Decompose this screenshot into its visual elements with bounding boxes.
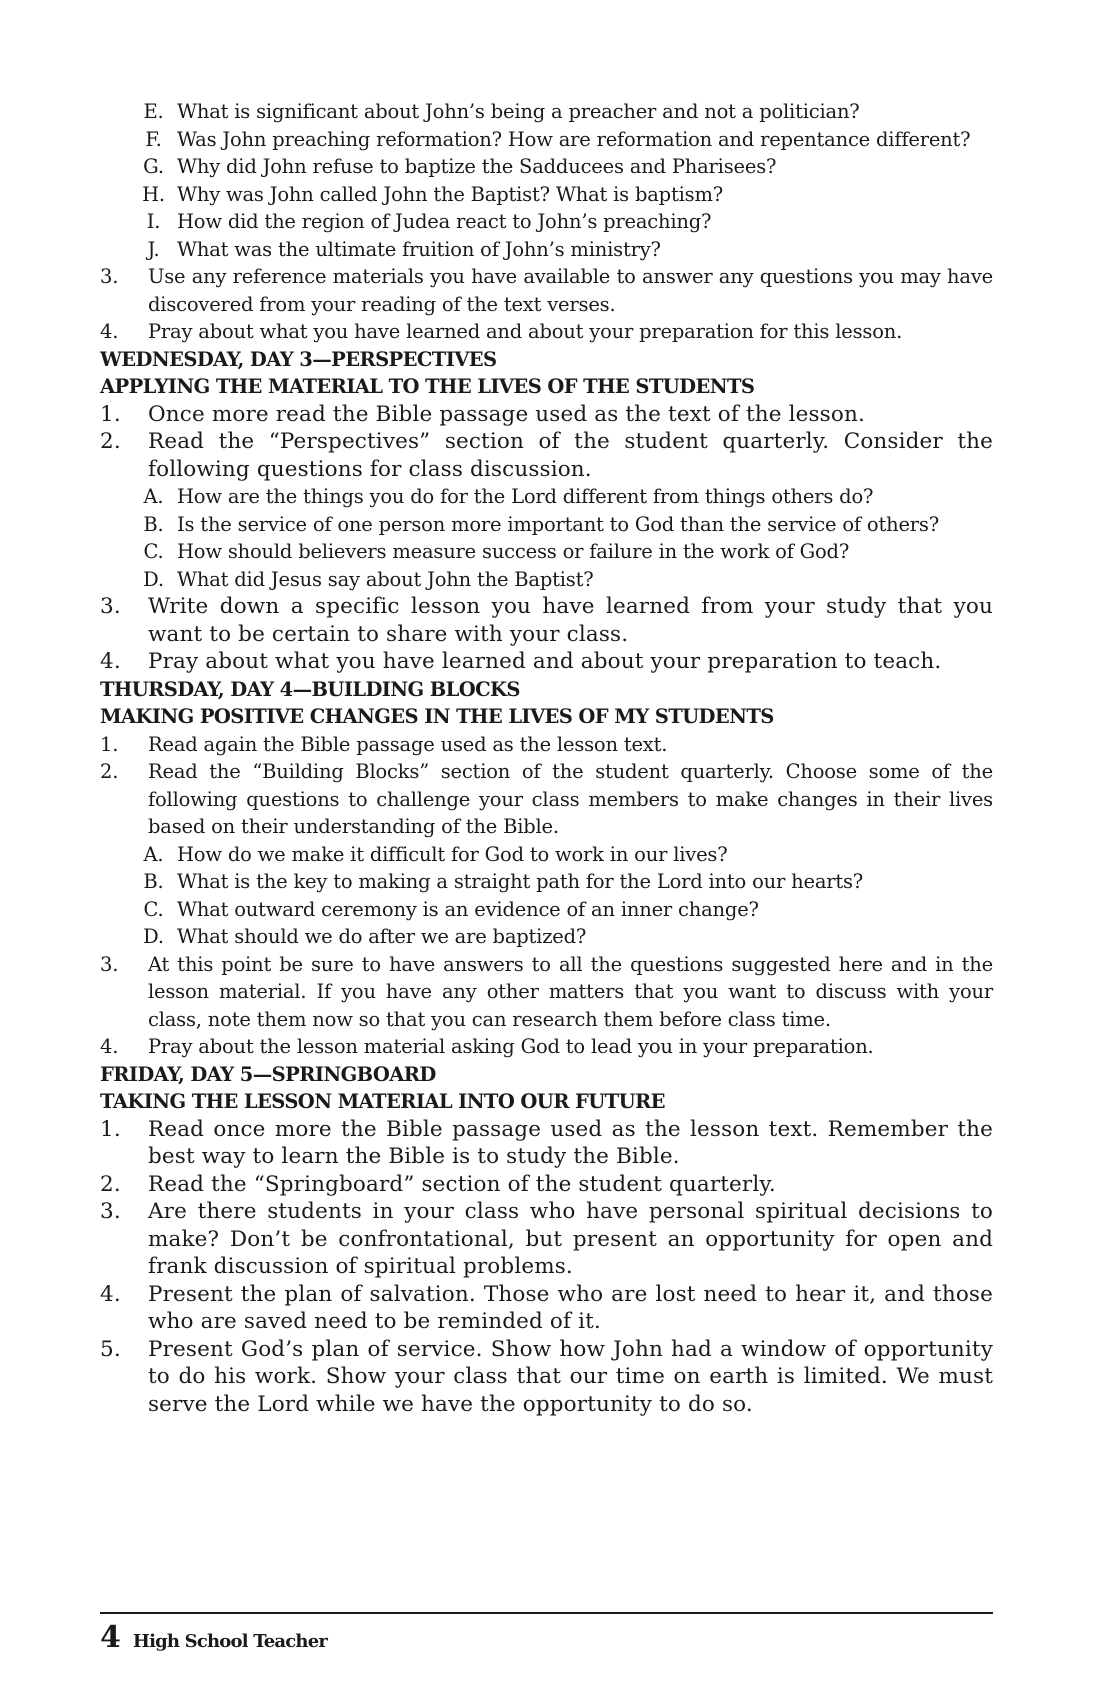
section-subheading: MAKING POSITIVE CHANGES IN THE LIVES OF MY STUDENTS — [100, 705, 774, 728]
list-item: 5. Present God’s plan of service. Show how John had a window of opportunity to do his work. Show your class that our time on earth is limited. We must serve the Lord while we have the opportunity to do so. — [100, 1336, 993, 1417]
list-item: C. How should believers measure success or failure in the work of God? — [100, 538, 993, 566]
list-item: H. Why was John called John the Baptist? What is baptism? — [100, 181, 993, 209]
question-text: Was John preaching reformation? How are reformation and repentance different? — [177, 127, 971, 151]
item-text: At this point be sure to have answers to all the questions suggested here and in the lesson material. If you have any other matters that you want to discuss with your class, note them now so that you can research them before class time. — [148, 952, 993, 1031]
section-heading: THURSDAY, DAY 4—BUILDING BLOCKS — [100, 677, 520, 701]
item-text: Pray about what you have learned and about your preparation to teach. — [148, 649, 942, 674]
question-text: How should believers measure success or failure in the work of God? — [177, 540, 850, 563]
list-item: 4. Pray about what you have learned and about your preparation for this lesson. — [100, 318, 993, 346]
list-item: D. What did Jesus say about John the Baptist? — [100, 566, 993, 594]
list-item: 1. Once more read the Bible passage used as the text of the lesson. — [100, 401, 993, 429]
list-item: I. How did the region of Judea react to John’s preaching? — [100, 208, 993, 236]
list-item: 3. Use any reference materials you have available to answer any questions you may have discovered from your reading of the text verses. — [100, 263, 993, 318]
item-text: Read the “Building Blocks” section of the student quarterly. Choose some of the following questions to challenge your class members to make changes in their lives based on their understanding of the Bible. — [148, 760, 993, 838]
list-item: 2. Read the “Perspectives” section of the student quarterly. Consider the following questions for class discussion. — [100, 429, 993, 482]
question-text: What outward ceremony is an evidence of an inner change? — [177, 897, 759, 921]
lesson-page — [100, 98, 993, 1418]
item-text: Read once more the Bible passage used as the lesson text. Remember the best way to learn the Bible is to study the Bible. — [148, 1116, 993, 1169]
list-item: G. Why did John refuse to baptize the Sadducees and Pharisees? — [100, 153, 993, 181]
list-item: 3. At this point be sure to have answers to all the questions suggested here and in the lesson material. If you have any other matters that you want to discuss with your class, note them now so that you can research them before class time. — [100, 951, 993, 1034]
list-item: E. What is significant about John’s being a preacher and not a politician? — [100, 98, 993, 126]
question-text: What is the key to making a straight path for the Lord into our hearts? — [177, 870, 864, 893]
section-subheading: TAKING THE LESSON MATERIAL INTO OUR FUTURE — [100, 1090, 665, 1113]
question-text: Is the service of one person more important to God than the service of others? — [177, 512, 939, 536]
list-item: 3. Are there students in your class who have personal spiritual decisions to make? Don’t be confrontational, but present an opportunity for open and frank discussion of spiritual problems. — [100, 1199, 993, 1279]
list-item: 4. Pray about the lesson material asking God to lead you in your preparation. — [100, 1033, 993, 1061]
list-item: 2. Read the “Building Blocks” section of the student quarterly. Choose some of the following questions to challenge your class members to make changes in their lives based on their understanding of the Bible. — [100, 758, 993, 841]
item-text: Present God’s plan of service. Show how John had a window of opportunity to do his work. Show your class that our time on earth is limited. We must serve the Lord while we have the opportunity to do so. — [148, 1336, 993, 1417]
item-text: Read the “Perspectives” section of the student quarterly. Consider the following questions for class discussion. — [148, 429, 993, 482]
list-item: C. What outward ceremony is an evidence of an inner change? — [100, 896, 993, 924]
item-text: Present the plan of salvation. Those who are lost need to hear it, and those who are saved need to be reminded of it. — [148, 1281, 993, 1334]
question-text: Why did John refuse to baptize the Sadducees and Pharisees? — [177, 155, 777, 178]
list-item: 4. Pray about what you have learned and about your preparation to teach. — [100, 648, 993, 676]
list-item: B. What is the key to making a straight path for the Lord into our hearts? — [100, 868, 993, 896]
item-text: Use any reference materials you have available to answer any questions you may have discovered from your reading of the text verses. — [148, 265, 993, 316]
item-text: Are there students in your class who have personal spiritual decisions to make? Don’t be confrontational, but present an opportunity for open and frank discussion of spiritual problems. — [148, 1199, 993, 1279]
list-item: 1. Read once more the Bible passage used as the lesson text. Remember the best way to learn the Bible is to study the Bible. — [100, 1116, 993, 1169]
list-item: A. How are the things you do for the Lord different from things others do? — [100, 483, 993, 511]
item-text: Read again the Bible passage used as the lesson text. — [148, 732, 668, 756]
list-item: A. How do we make it difficult for God to work in our lives? — [100, 841, 993, 869]
question-text: What did Jesus say about John the Baptist? — [177, 567, 594, 591]
question-text: How are the things you do for the Lord different from things others do? — [177, 485, 874, 508]
footer-divider — [100, 1612, 993, 1614]
publication-title: High School Teacher — [132, 1631, 328, 1652]
item-text: Pray about the lesson material asking God to lead you in your preparation. — [148, 1035, 874, 1058]
item-text: Read the “Springboard” section of the student quarterly. — [148, 1171, 776, 1197]
question-text: What is significant about John’s being a preacher and not a politician? — [177, 100, 860, 123]
question-text: How do we make it difficult for God to work in our lives? — [177, 842, 728, 866]
question-text: What was the ultimate fruition of John’s ministry? — [177, 237, 661, 261]
list-item: J. What was the ultimate fruition of John’s ministry? — [100, 236, 993, 264]
section-subheading: APPLYING THE MATERIAL TO THE LIVES OF THE STUDENTS — [100, 375, 755, 398]
page-number: 4 — [100, 1620, 121, 1655]
item-text: Write down a specific lesson you have learned from your study that you want to be certain to share with your class. — [148, 594, 993, 647]
list-item: F. Was John preaching reformation? How are reformation and repentance different? — [100, 126, 993, 154]
list-item: D. What should we do after we are baptized? — [100, 923, 993, 951]
list-item: 2. Read the “Springboard” section of the student quarterly. — [100, 1171, 993, 1199]
section-heading: FRIDAY, DAY 5—SPRINGBOARD — [100, 1062, 436, 1086]
item-text: Pray about what you have learned and about your preparation for this lesson. — [148, 320, 903, 343]
list-item: B. Is the service of one person more important to God than the service of others? — [100, 511, 993, 539]
item-text: Once more read the Bible passage used as the text of the lesson. — [148, 401, 865, 427]
page-footer — [100, 1620, 327, 1655]
question-text: What should we do after we are baptized? — [177, 925, 587, 948]
list-item: 4. Present the plan of salvation. Those who are lost need to hear it, and those who are saved need to be reminded of it. — [100, 1281, 993, 1334]
question-text: How did the region of Judea react to John’s preaching? — [177, 210, 712, 233]
list-item: 3. Write down a specific lesson you have learned from your study that you want to be certain to share with your class. — [100, 594, 993, 647]
list-item: 1. Read again the Bible passage used as the lesson text. — [100, 731, 993, 759]
section-heading: WEDNESDAY, DAY 3—PERSPECTIVES — [100, 347, 497, 371]
question-text: Why was John called John the Baptist? What is baptism? — [177, 182, 723, 206]
